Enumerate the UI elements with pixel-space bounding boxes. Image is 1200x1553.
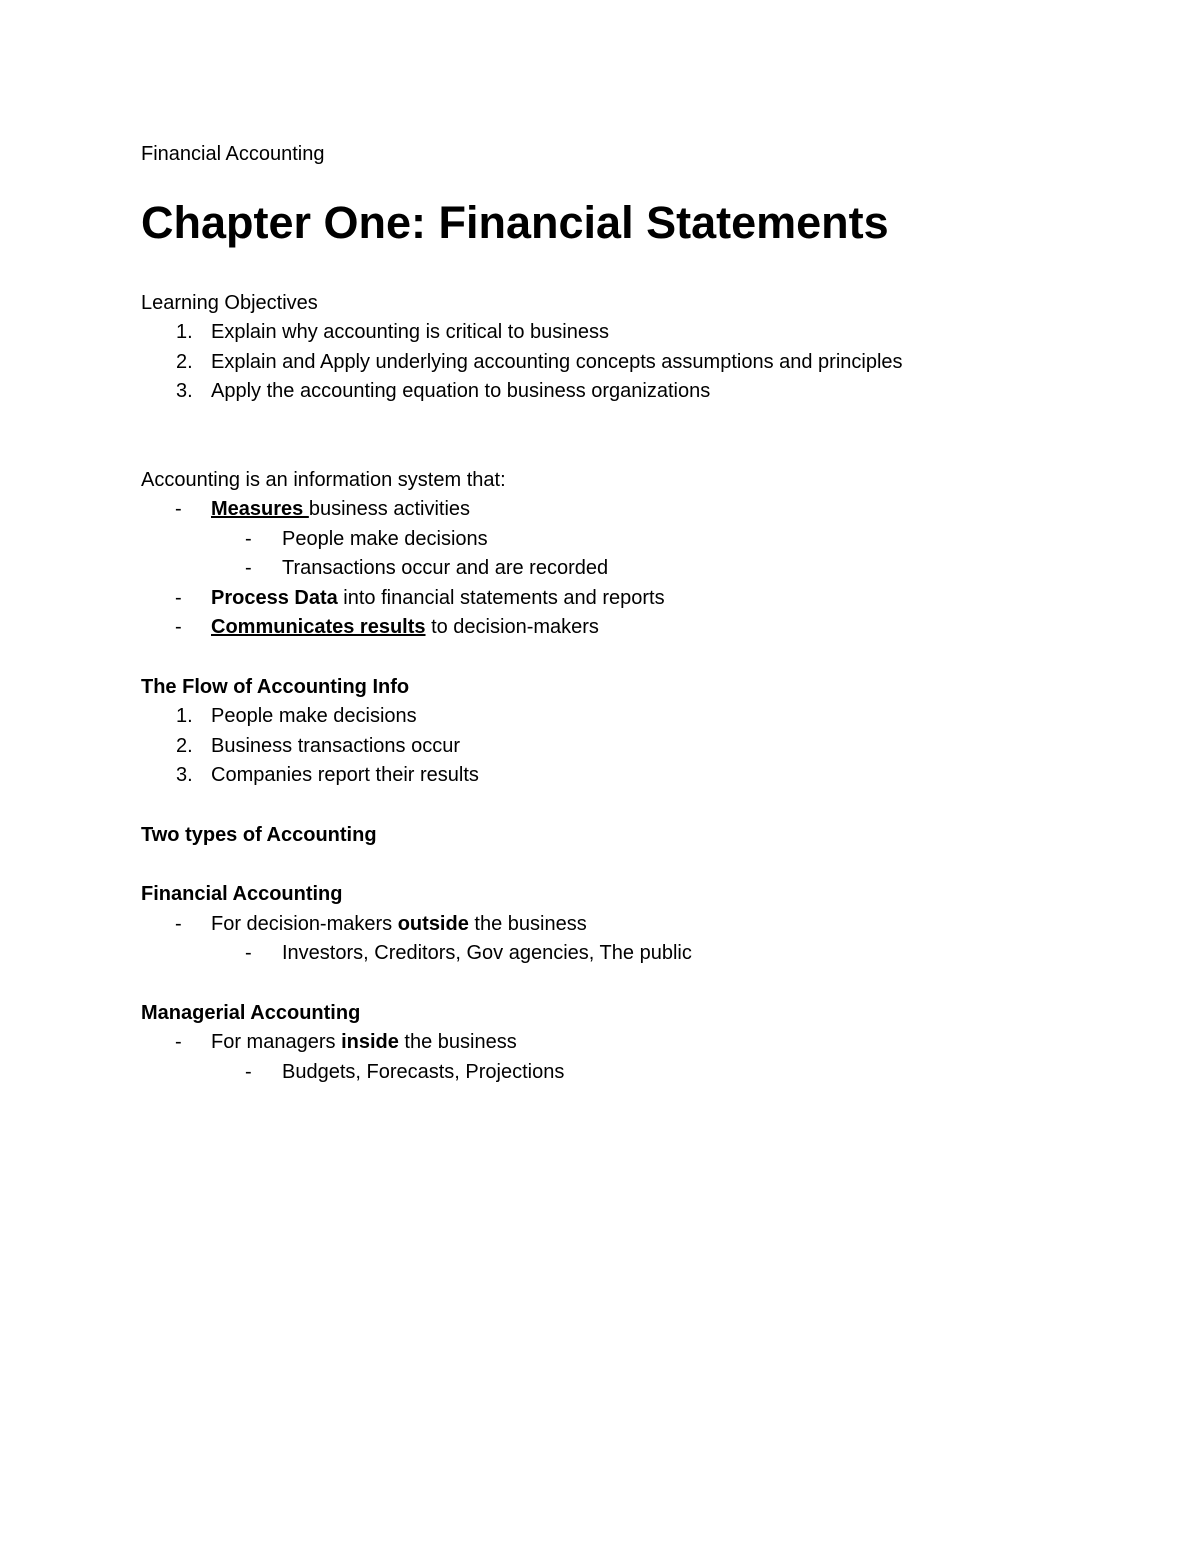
info-system-list xyxy=(141,495,1081,643)
flow-heading: The Flow of Accounting Info xyxy=(141,675,410,698)
dash-bullet: - xyxy=(245,527,252,550)
list-item xyxy=(141,761,1081,791)
list-item xyxy=(141,613,1081,643)
dash-bullet: - xyxy=(245,1060,252,1083)
dash-bullet: - xyxy=(175,616,182,638)
dash-bullet: - xyxy=(175,1031,182,1053)
info-system-intro: Accounting is an information system that: xyxy=(141,468,506,491)
list-item-text: People make decisions xyxy=(282,527,488,550)
list-item xyxy=(141,1058,1081,1088)
list-item-text: to decision-makers xyxy=(425,616,599,638)
list-item-text: Investors, Creditors, Gov agencies, The public xyxy=(282,942,692,964)
process-data-term: Process Data xyxy=(211,586,338,609)
list-number: 3. xyxy=(176,380,193,402)
managerial-accounting-heading: Managerial Accounting xyxy=(141,1001,361,1024)
list-number: 2. xyxy=(176,734,193,757)
list-item xyxy=(141,377,1081,407)
list-item-text: Business transactions occur xyxy=(211,734,461,757)
learning-objectives-list xyxy=(141,318,1081,407)
list-item xyxy=(141,1028,1081,1058)
list-item-text: into financial statements and reports xyxy=(337,586,665,609)
list-item-text: For managers xyxy=(211,1031,342,1053)
list-item-text: Transactions occur and are recorded xyxy=(282,557,609,579)
measures-term: Measures xyxy=(211,498,309,520)
list-item-text: the business xyxy=(398,1031,517,1053)
list-item xyxy=(141,584,1081,614)
inside-term: inside xyxy=(341,1031,399,1053)
list-item xyxy=(141,732,1081,762)
list-item-text: Budgets, Forecasts, Projections xyxy=(282,1060,565,1083)
learning-objectives-label: Learning Objectives xyxy=(141,291,318,314)
flow-list xyxy=(141,702,1081,791)
document-body xyxy=(141,140,1081,1087)
list-item-text: Apply the accounting equation to business organizations xyxy=(211,380,711,402)
dash-bullet: - xyxy=(175,498,182,520)
list-item-text: the business xyxy=(468,912,587,935)
list-item-text: Explain and Apply underlying accounting concepts assumptions and principles xyxy=(211,350,903,373)
list-number: 2. xyxy=(176,350,193,373)
list-item-text: business activities xyxy=(308,498,471,520)
list-item xyxy=(141,910,1081,940)
list-item-text: Companies report their results xyxy=(211,764,479,786)
communicates-results-term: Communicates results xyxy=(211,616,426,638)
managerial-accounting-list xyxy=(141,1028,1081,1087)
dash-bullet: - xyxy=(245,942,252,964)
list-number: 1. xyxy=(176,321,193,343)
list-item xyxy=(141,554,1081,584)
list-item xyxy=(141,939,1081,969)
list-number: 1. xyxy=(176,705,193,727)
dash-bullet: - xyxy=(175,912,182,935)
course-name: Financial Accounting xyxy=(141,143,325,165)
dash-bullet: - xyxy=(175,586,182,609)
financial-accounting-heading: Financial Accounting xyxy=(141,883,343,905)
dash-bullet: - xyxy=(245,557,252,579)
types-heading: Two types of Accounting xyxy=(141,823,377,846)
list-item xyxy=(141,495,1081,525)
outside-term: outside xyxy=(397,912,469,935)
list-number: 3. xyxy=(176,764,193,786)
list-item-text: Explain why accounting is critical to business xyxy=(211,321,609,343)
list-item xyxy=(141,525,1081,555)
list-item-text: People make decisions xyxy=(211,705,417,727)
list-item xyxy=(141,318,1081,348)
list-item-text: For decision-makers xyxy=(211,912,398,935)
list-item xyxy=(141,702,1081,732)
chapter-title: Chapter One: Financial Statements xyxy=(141,196,889,248)
financial-accounting-list xyxy=(141,910,1081,969)
list-item xyxy=(141,348,1081,378)
